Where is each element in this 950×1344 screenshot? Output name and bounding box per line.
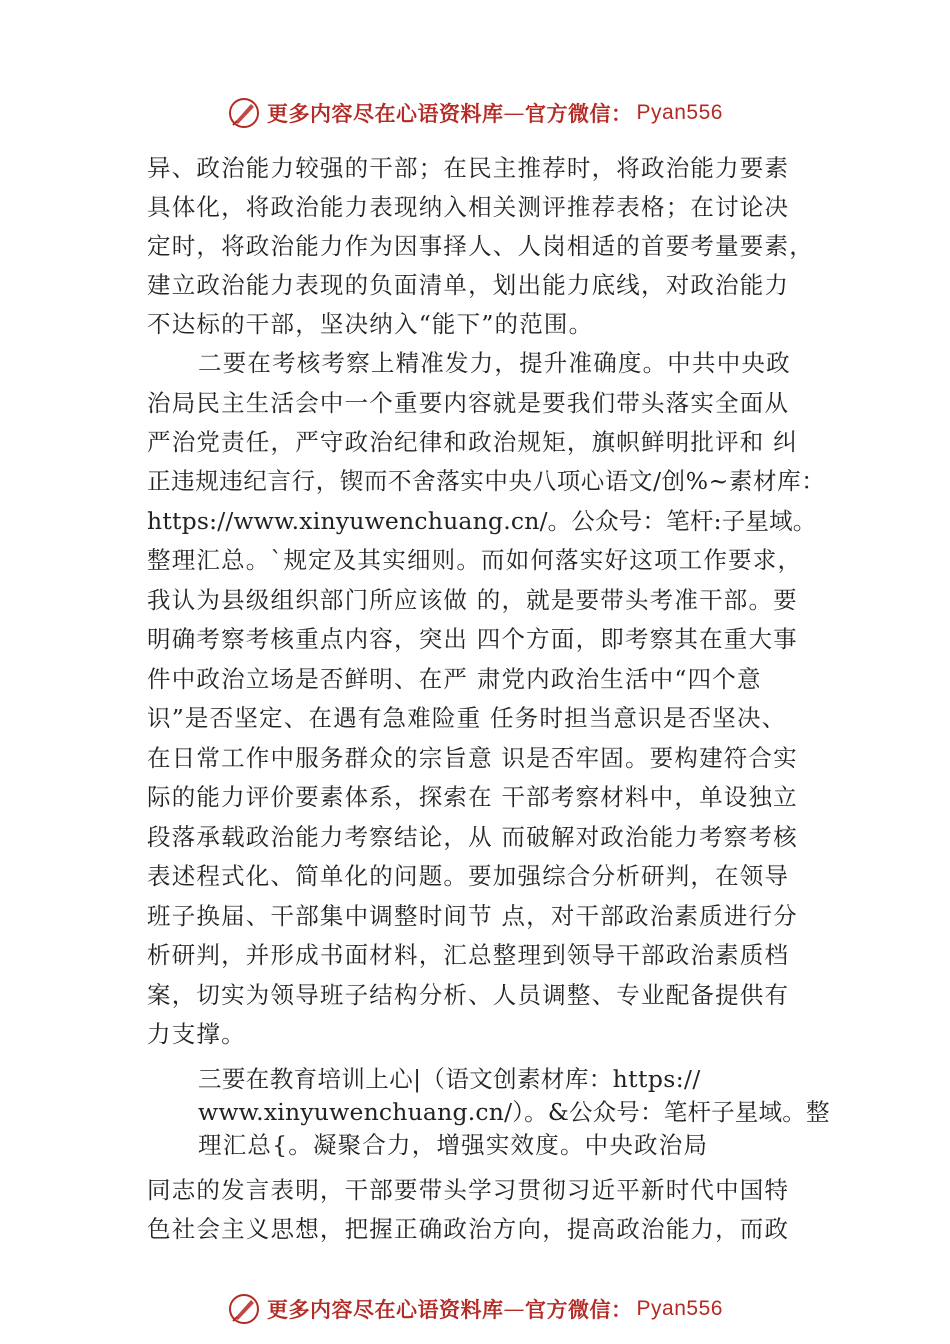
body-line: 具体化，将政治能力表现纳入相关测评推荐表格；在讨论决 — [147, 193, 790, 221]
body-line-url: https://www.xinyuwenchuang.cn/。公众号：笔杆:子星域。 — [147, 507, 817, 535]
footer-watermark-banner — [0, 1289, 950, 1329]
body-line: 际的能力评价要素体系，探索在 干部考察材料中，单设独立 — [147, 783, 798, 811]
body-line: 定时，将政治能力作为因事择人、人岗相适的首要考量要素， — [147, 232, 814, 260]
body-line: 异、政治能力较强的干部；在民主推荐时，将政治能力要素 — [147, 154, 790, 182]
body-line: 案，切实为领导班子结构分析、人员调整、专业配备提供有 — [147, 981, 790, 1009]
paragraph-heading-line: 三要在教育培训上心|（语文创素材库：https:// — [198, 1065, 701, 1093]
body-line: 段落承载政治能力考察结论，从 而破解对政治能力考察考核 — [147, 823, 798, 851]
banner-wechat-label: 官方微信： — [525, 1297, 633, 1322]
body-line: 件中政治立场是否鲜明、在严 肃党内政治生活中“四个意 — [147, 665, 762, 693]
body-line: 理汇总{。凝聚合力，增强实效度。中央政治局 — [198, 1131, 709, 1159]
body-line: 表述程式化、简单化的问题。要加强综合分析研判，在领导 — [147, 862, 790, 890]
body-line: 在日常工作中服务群众的宗旨意 识是否牢固。要构建符合实 — [147, 744, 798, 772]
body-line: 建立政治能力表现的负面清单，划出能力底线，对政治能力 — [147, 271, 790, 299]
body-line: 班子换届、干部集中调整时间节 点，对干部政治素质进行分 — [147, 902, 798, 930]
paragraph-heading-line: 二要在考核考察上精准发力，提升准确度。中共中央政 — [198, 349, 791, 377]
body-line: 正违规违纪言行，锲而不舍落实中央八项心语文/创%~素材库： — [147, 467, 826, 495]
banner-wechat-label: 官方微信： — [525, 101, 633, 126]
banner-dash: — — [503, 1297, 526, 1321]
body-line: 整理汇总。`规定及其实细则。而如何落实好这项工作要求， — [147, 546, 803, 574]
body-line: 识”是否坚定、在遇有急难险重 任务时担当意识是否坚决、 — [147, 704, 787, 732]
quill-logo-icon — [227, 96, 261, 130]
body-line: 同志的发言表明，干部要带头学习贯彻习近平新时代中国特 — [147, 1176, 790, 1204]
body-line-url: www.xinyuwenchuang.cn/）。&公众号：笔杆子星域。整 — [198, 1098, 830, 1126]
body-line: 色社会主义思想，把握正确政治方向，提高政治能力，而政 — [147, 1215, 790, 1243]
body-line: 明确考察考核重点内容，突出 四个方面，即考察其在重大事 — [147, 625, 798, 653]
banner-wechat-id: Pyan556 — [636, 1297, 723, 1320]
body-line: 力支撑。 — [147, 1020, 246, 1048]
quill-logo-icon — [227, 1292, 261, 1326]
banner-dash: — — [503, 101, 526, 125]
banner-slogan: 更多内容尽在心语资料库 — [267, 1297, 504, 1322]
body-line: 我认为县级组织部门所应该做 的，就是要带头考准干部。要 — [147, 586, 798, 614]
header-watermark-banner — [0, 93, 950, 133]
body-line: 治局民主生活会中一个重要内容就是要我们带头落实全面从 — [147, 389, 790, 417]
body-line: 析研判，并形成书面材料，汇总整理到领导干部政治素质档 — [147, 941, 790, 969]
body-line: 严治党责任，严守政治纪律和政治规矩，旗帜鲜明批评和 纠 — [147, 428, 798, 456]
banner-wechat-id: Pyan556 — [636, 101, 723, 124]
banner-slogan: 更多内容尽在心语资料库 — [267, 101, 504, 126]
body-line: 不达标的干部，坚决纳入“能下”的范围。 — [147, 310, 594, 338]
